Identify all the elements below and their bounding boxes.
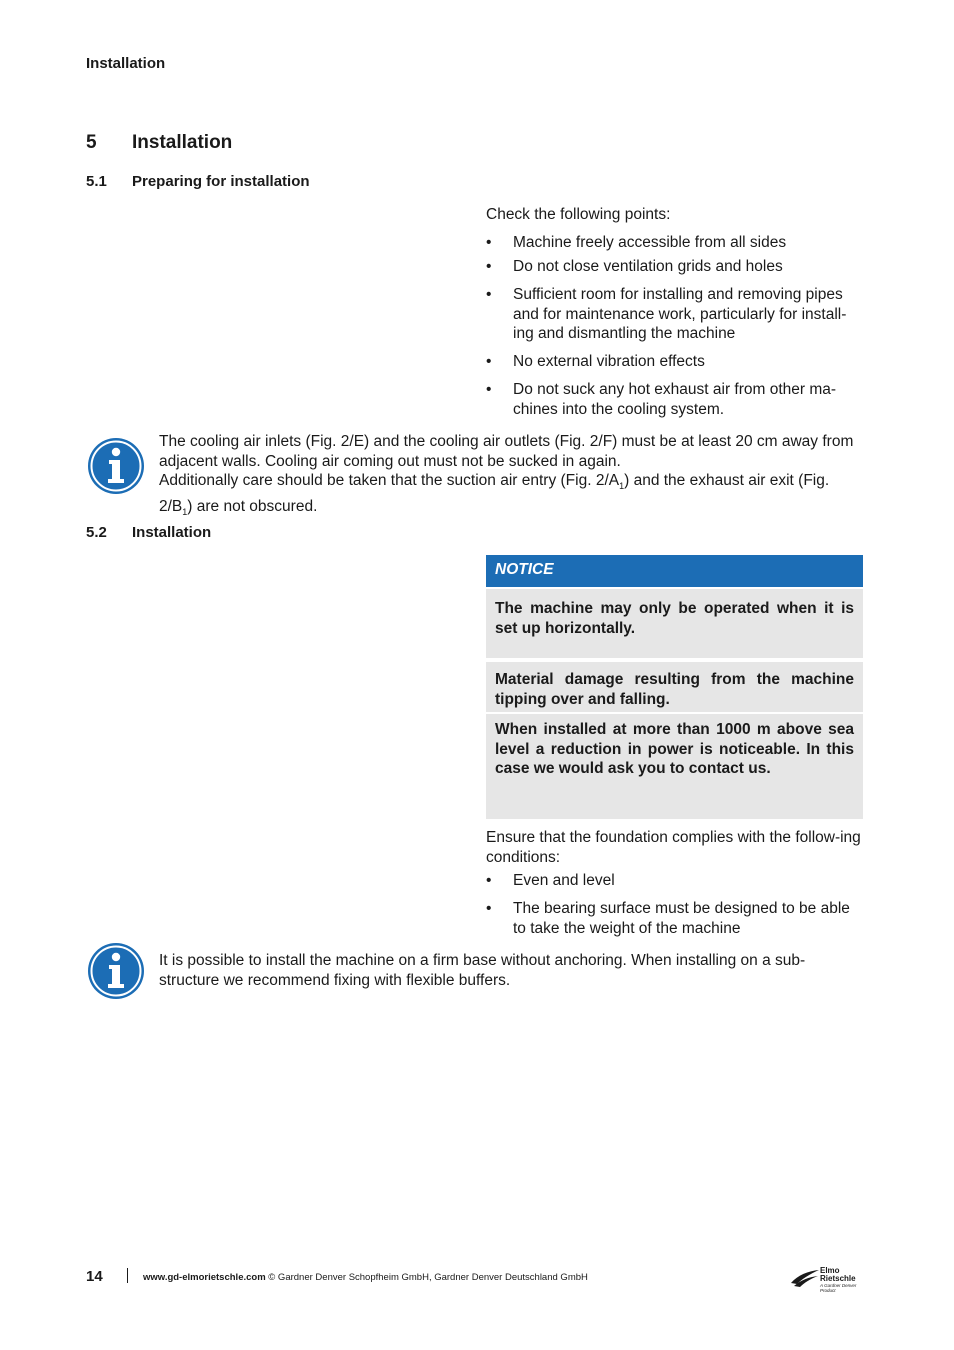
footer-url[interactable]: www.gd-elmorietschle.com [143,1272,266,1283]
info-note-cooling [159,432,859,522]
subsection-title-5-1: Preparing for installation [132,173,310,190]
foundation-intro: Ensure that the foundation complies with the follow-ing conditions: [486,829,861,866]
checklist-intro: Check the following points: [486,206,671,223]
info-note-anchoring: It is possible to install the machine on a firm base without anchoring. When installing on a sub-structure we recommend fixing with flexible buffers. [159,952,806,989]
logo-tagline: A Gardner Denver Product [820,1283,857,1293]
footer-divider [127,1268,128,1283]
checklist [486,233,864,419]
logo-swoosh-icon [790,1266,820,1288]
info-icon [87,437,145,495]
list-item: • Even and level [486,871,864,891]
company-logo [790,1266,865,1293]
notice-item: When installed at more than 1000 m above sea level a reduction in power is noticeable. In this case we would ask you to contact us. [486,714,863,819]
list-item: • No external vibration effects [486,352,864,372]
list-item: • Machine freely accessible from all sides [486,233,864,253]
notice-item: Material damage resulting from the machine tipping over and falling. [486,662,863,712]
subsection-title-5-2: Installation [132,524,212,541]
list-item: • Sufficient room for installing and removing pipes and for maintenance work, particularly for install-ing and dismantling the machine [486,285,864,344]
footer-copyright: www.gd-elmorietschle.com © Gardner Denver Schopfheim GmbH, Gardner Denver Deutschland GmbH [143,1272,588,1283]
running-header: Installation [86,55,166,72]
page-number: 14 [86,1268,103,1285]
notice-item: The machine may only be operated when it is set up horizontally. [486,589,863,658]
info-note-line: The cooling air inlets (Fig. 2/E) and the cooling air outlets (Fig. 2/F) must be at least 20 cm away from adjacent walls. Cooling air coming out must not be sucked in again. [159,433,854,470]
info-icon [87,942,145,1000]
section-number: 5 [86,132,97,153]
list-item: • Do not close ventilation grids and holes [486,257,864,277]
subsection-number-5-1: 5.1 [86,173,107,190]
logo-text: Elmo Rietschle [820,1266,856,1283]
foundation-conditions [486,871,864,938]
section-title: Installation [132,132,233,153]
list-item: • The bearing surface must be designed to be able to take the weight of the machine [486,899,864,938]
info-note-line: Additionally care should be taken that the suction air entry (Fig. $2/A_1$) and the exhaust air exit (Fig. $2/B_1$) are not obscured. [159,472,830,517]
notice-label: NOTICE [486,555,863,587]
list-item: • Do not suck any hot exhaust air from other ma-chines into the cooling system. [486,380,864,419]
subsection-number-5-2: 5.2 [86,524,107,541]
